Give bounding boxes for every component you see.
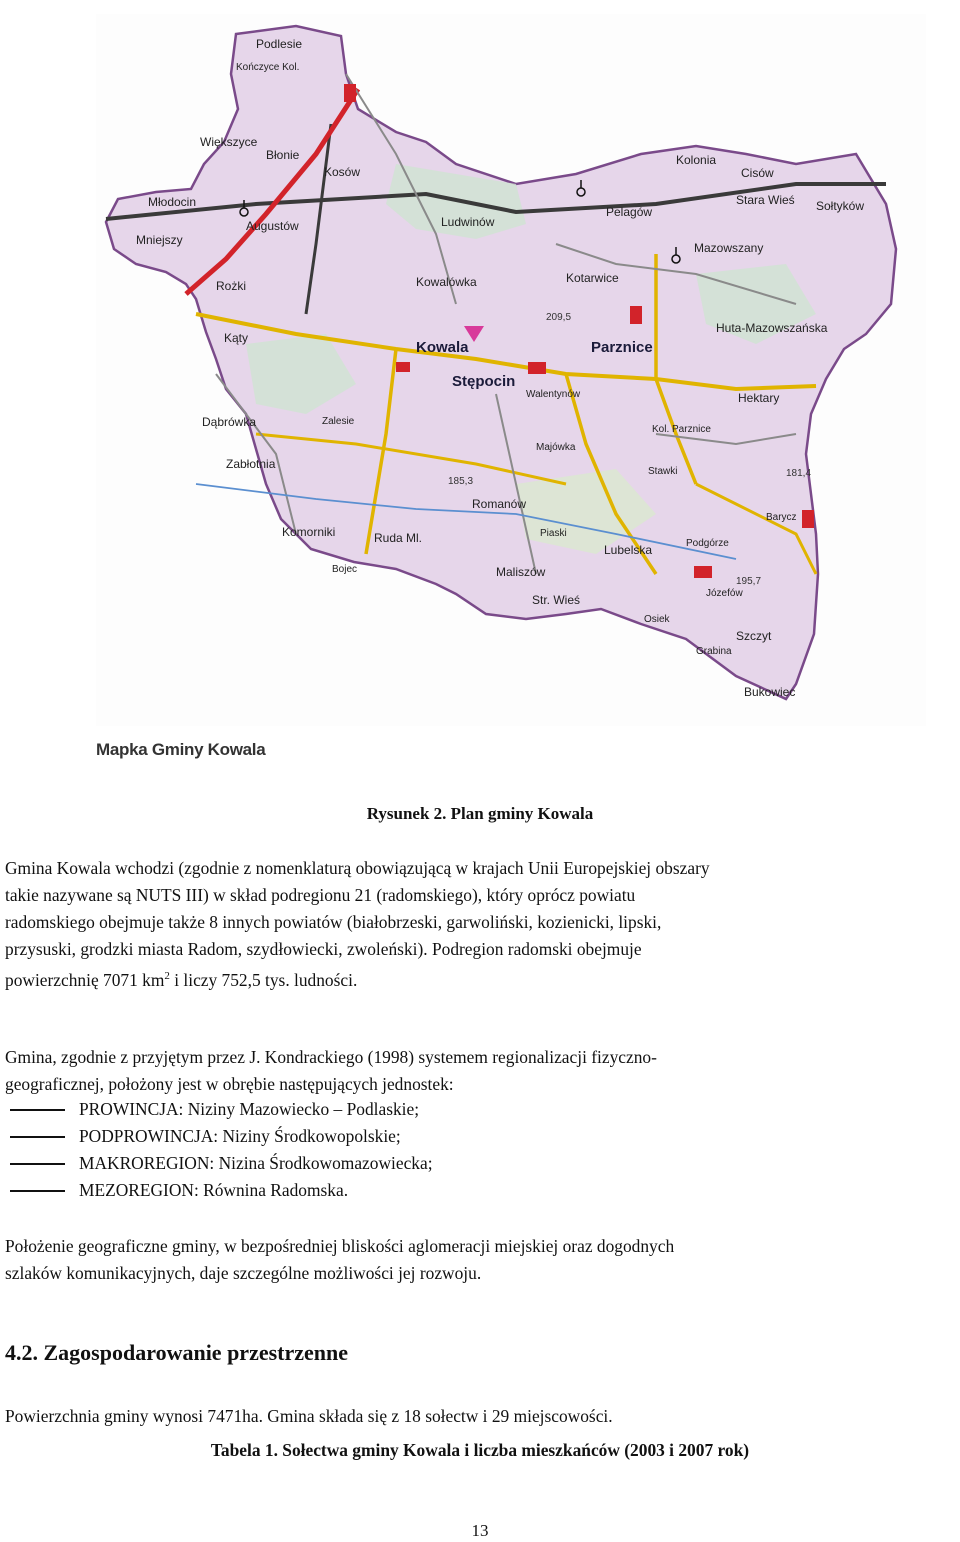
- paragraph-nuts: [5, 855, 956, 994]
- commune-map-svg: [96, 14, 926, 726]
- place-label: Str. Wieś: [532, 593, 581, 607]
- place-label: Pelagów: [606, 205, 653, 219]
- place-label: Podgórze: [686, 538, 729, 549]
- elevation-mark: 209,5: [546, 312, 572, 323]
- place-label: Zabłotnia: [226, 457, 276, 471]
- road-number-badge: [528, 362, 546, 374]
- place-label: Majówka: [536, 442, 576, 453]
- place-label: Komorniki: [282, 525, 336, 539]
- road-number-badge: [802, 510, 814, 528]
- place-label: Sołtyków: [816, 199, 865, 213]
- place-label: Ruda Ml.: [374, 531, 423, 545]
- road-number-badge: [694, 566, 712, 578]
- place-label: Zalesie: [322, 416, 355, 427]
- paragraph-line: Położenie geograficzne gminy, w bezpośredniej bliskości aglomeracji miejskiej oraz dogodnych: [5, 1236, 675, 1256]
- elevation-mark: 181,4: [786, 468, 812, 479]
- paragraph-line: Powierzchnia gminy wynosi 7471ha. Gmina składa się z 18 sołectw i 29 miejscowości.: [5, 1406, 613, 1426]
- place-label: Szczyt: [736, 629, 772, 643]
- paragraph-regionalization: [5, 1044, 956, 1098]
- place-label: Rożki: [216, 279, 247, 293]
- map-caption: Mapka Gminy Kowala: [96, 740, 266, 759]
- road-number-badge: [630, 306, 642, 324]
- place-label: Maliszów: [496, 565, 546, 579]
- place-label: Huta-Mazowszańska: [716, 321, 828, 335]
- elevation-mark: 185,3: [448, 476, 474, 487]
- place-label: Barycz: [766, 512, 797, 523]
- place-label: Podlesie: [256, 37, 303, 51]
- place-label: Augustów: [246, 219, 299, 233]
- place-label: Hektary: [738, 391, 780, 405]
- regional-units-list: [5, 1096, 433, 1204]
- list-item: MAKROREGION: Nizina Środkowomazowiecka;: [5, 1150, 433, 1177]
- section-heading: 4.2. Zagospodarowanie przestrzenne: [5, 1340, 349, 1365]
- place-label: Stara Wieś: [736, 193, 795, 207]
- paragraph-line: powierzchnię 7071 $km^2$ i liczy 752,5 tys. ludności.: [5, 969, 358, 990]
- place-label: Mazowszany: [694, 241, 764, 255]
- paragraph-line: Gmina Kowala wchodzi (zgodnie z nomenklaturą obowiązującą w krajach Unii Europejskiej obszary: [5, 858, 710, 878]
- place-label: Cisów: [741, 166, 774, 180]
- place-label: Piaski: [540, 528, 567, 539]
- figure-caption: Rysunek 2. Plan gminy Kowala: [366, 804, 594, 823]
- place-label: Młodocin: [148, 195, 197, 209]
- place-label: Romanów: [472, 497, 527, 511]
- paragraph-area: [5, 1403, 956, 1430]
- place-label: Parznice: [591, 339, 653, 356]
- place-label: Kosów: [324, 165, 361, 179]
- place-label: Kąty: [224, 331, 249, 345]
- page-number: 13: [471, 1521, 489, 1540]
- commune-map: [96, 14, 926, 726]
- place-label: Bojec: [332, 564, 358, 575]
- paragraph-line: radomskiego obejmuje także 8 innych powiatów (białobrzeski, garwoliński, kozienicki, lipski,: [5, 912, 662, 932]
- list-item: PROWINCJA: Niziny Mazowiecko – Podlaskie;: [5, 1096, 433, 1123]
- place-label: Walentynów: [526, 389, 581, 400]
- paragraph-line: przysuski, grodzki miasta Radom, szydłowiecki, zwoleński). Podregion radomski obejmuje: [5, 939, 642, 959]
- place-label: Józefów: [706, 588, 743, 599]
- place-label: Ludwinów: [441, 215, 495, 229]
- place-label: Większyce: [200, 135, 258, 149]
- place-label: Lubelska: [604, 543, 653, 557]
- list-item: PODPROWINCJA: Niziny Środkowopolskie;: [5, 1123, 433, 1150]
- place-label: Mniejszy: [136, 233, 183, 247]
- place-label: Kończyce Kol.: [236, 62, 300, 73]
- place-label: Kowala: [416, 339, 469, 356]
- place-label: Stępocin: [452, 373, 516, 390]
- place-label: Kowalówka: [416, 275, 477, 289]
- place-label: Dąbrówka: [202, 415, 257, 429]
- place-label: Stawki: [648, 466, 678, 477]
- place-label: Błonie: [266, 148, 300, 162]
- place-label: Grabina: [696, 646, 732, 657]
- place-label: Bukowiec: [744, 685, 796, 699]
- list-item: MEZOREGION: Równina Radomska.: [5, 1177, 433, 1204]
- place-label: Kolonia: [676, 153, 717, 167]
- paragraph-line: geograficznej, położony jest w obrębie następujących jednostek:: [5, 1074, 454, 1094]
- road-number-badge: [344, 84, 356, 102]
- paragraph-line: szlaków komunikacyjnych, daje szczególne możliwości jej rozwoju.: [5, 1263, 482, 1283]
- paragraph-line: Gmina, zgodnie z przyjętym przez J. Kondrackiego (1998) systemem regionalizacji fizyczno-: [5, 1047, 657, 1067]
- place-label: Kotarwice: [566, 271, 619, 285]
- table-caption: Tabela 1. Sołectwa gminy Kowala i liczba mieszkańców (2003 i 2007 rok): [210, 1440, 750, 1460]
- elevation-mark: 195,7: [736, 576, 762, 587]
- place-label: Kol. Parznice: [652, 424, 711, 435]
- paragraph-location: [5, 1233, 956, 1287]
- paragraph-line: takie nazywane są NUTS III) w skład podregionu 21 (radomskiego), który oprócz powiatu: [5, 885, 636, 905]
- place-label: Osiek: [644, 614, 670, 625]
